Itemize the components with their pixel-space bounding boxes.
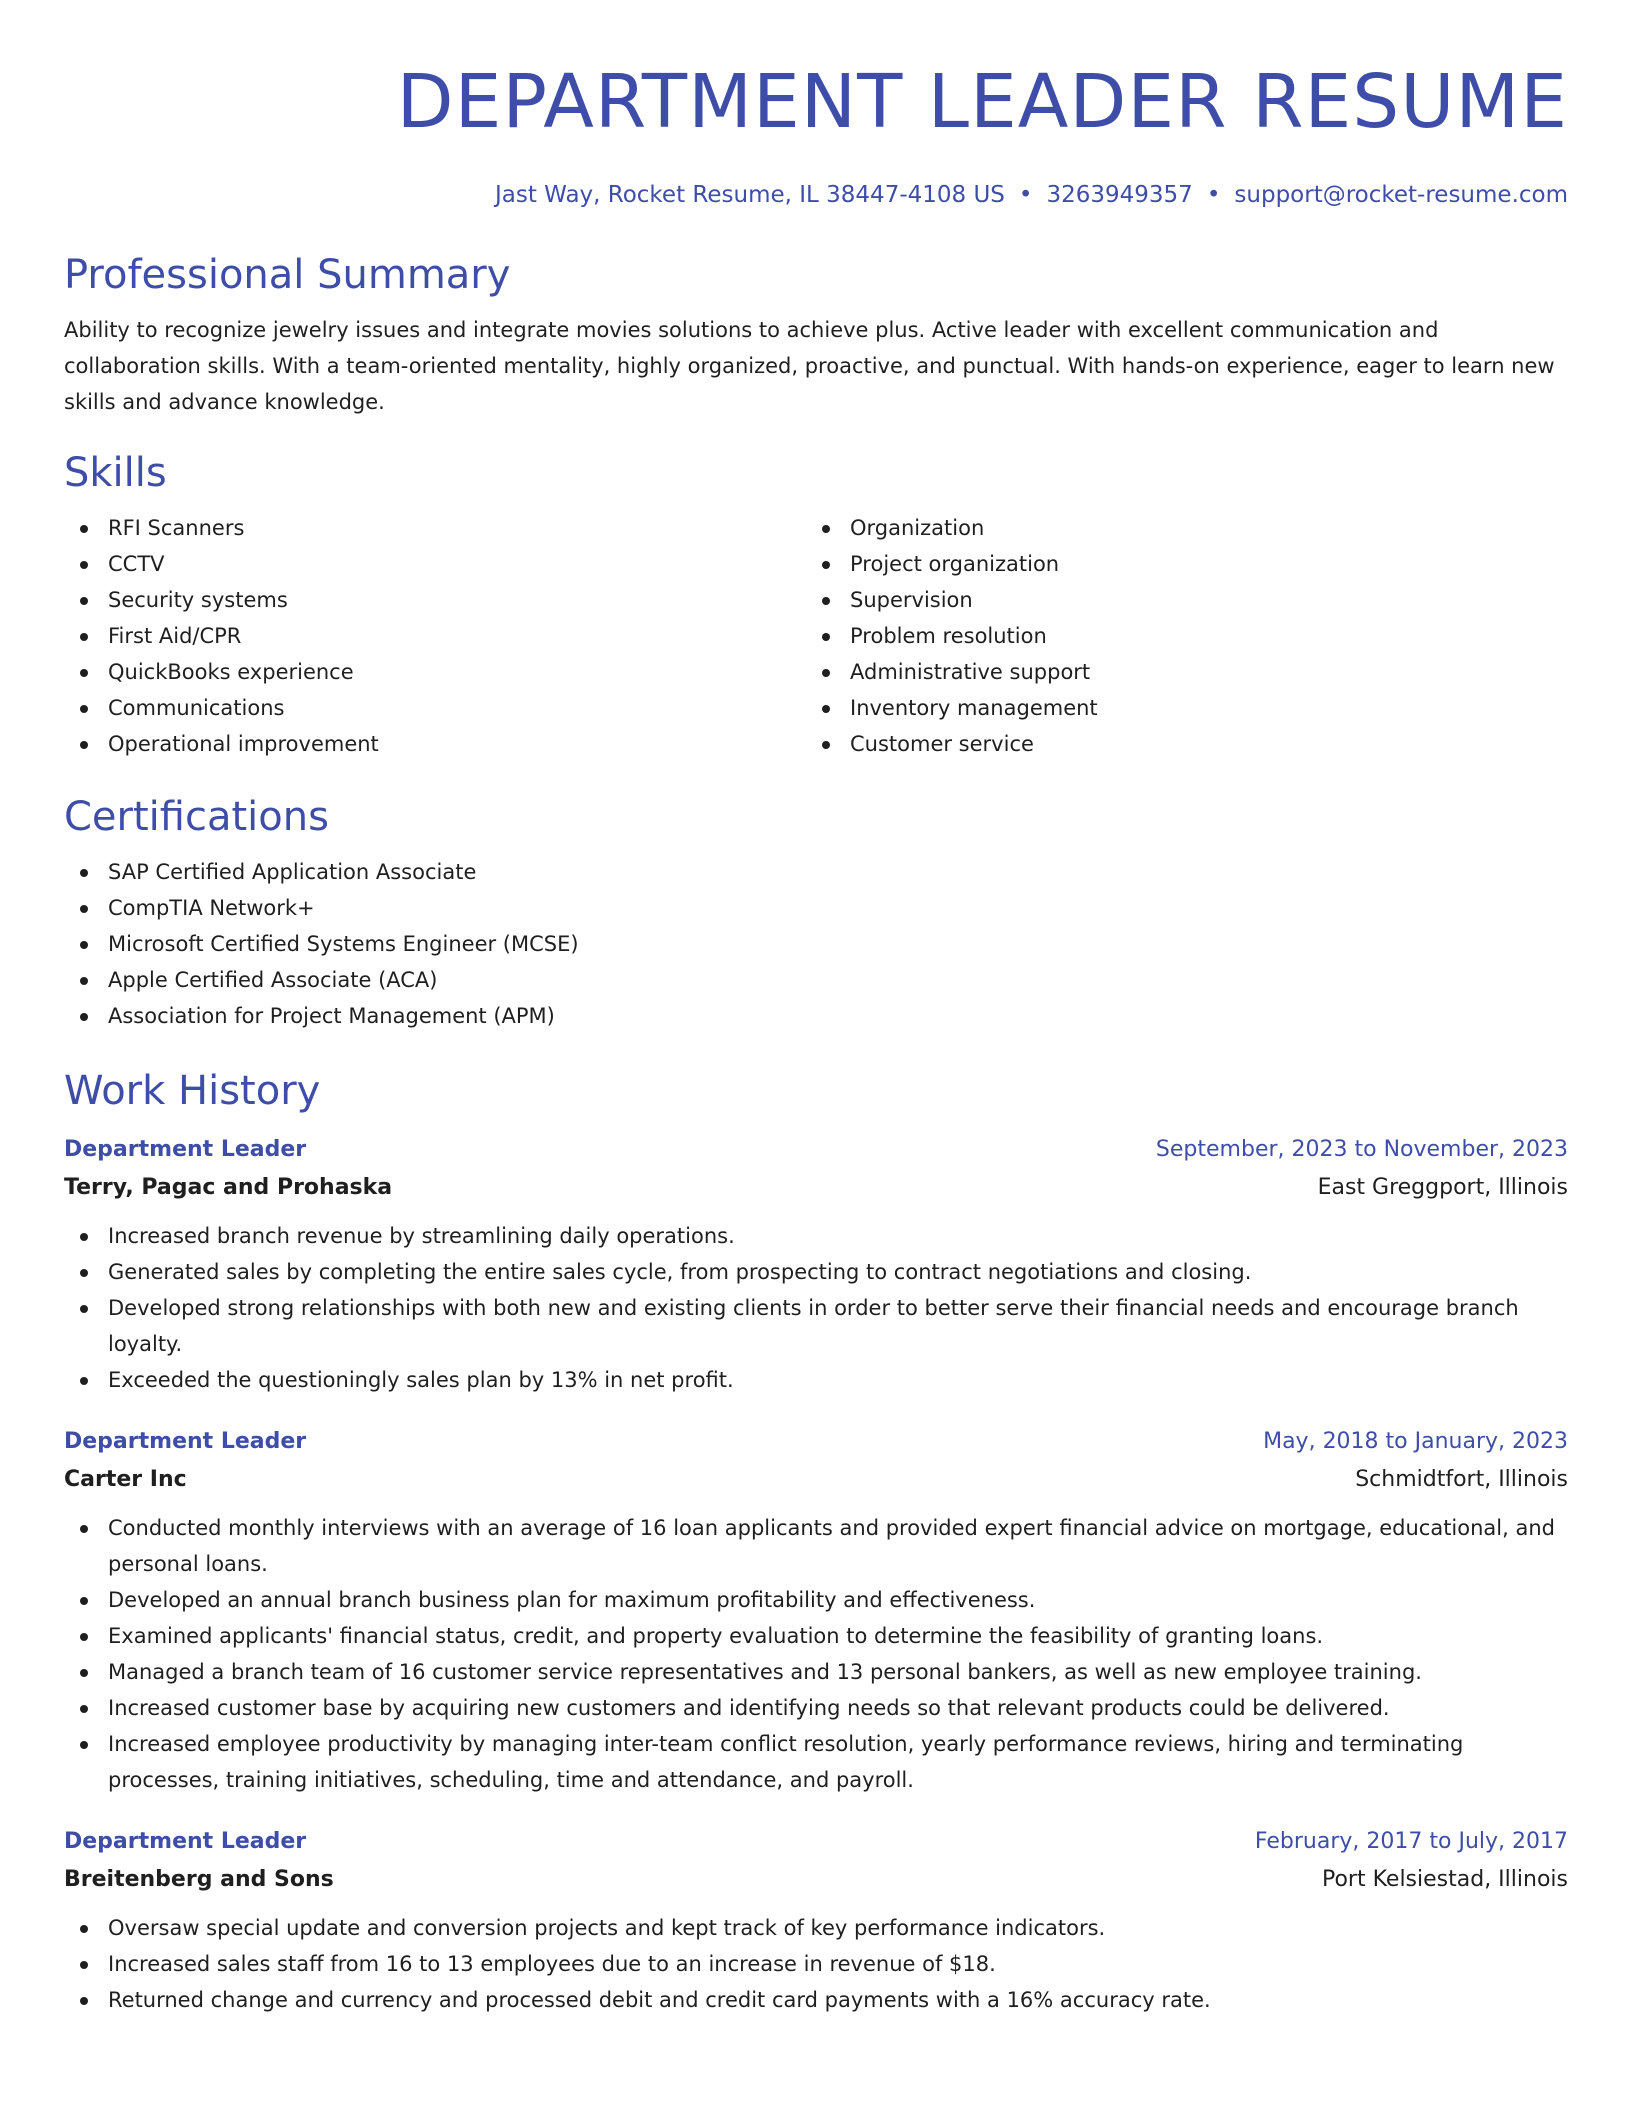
- job-bullet: Returned change and currency and processed debit and credit card payments with a 16% accuracy rate.: [64, 1982, 1568, 2018]
- job-company-row: [64, 1860, 1568, 1900]
- job-bullet: Increased customer base by acquiring new customers and identifying needs so that relevant products could be delivered.: [64, 1690, 1568, 1726]
- job-bullet: Increased sales staff from 16 to 13 employees due to an increase in revenue of $18.: [64, 1946, 1568, 1982]
- work-history-heading: Work History: [64, 1068, 321, 1114]
- job-entry: [64, 1824, 1568, 2018]
- job-title: Department Leader: [64, 1429, 307, 1454]
- skills-columns: [64, 510, 1568, 762]
- job-bullet: Developed strong relationships with both new and existing clients in order to better serve their financial needs and encourage branch loyalty.: [64, 1290, 1568, 1362]
- contact-line: [64, 180, 1568, 210]
- contact-separator: •: [1018, 182, 1033, 208]
- job-company: Carter Inc: [64, 1467, 187, 1492]
- job-header-row: [64, 1132, 1568, 1168]
- certification-item: SAP Certified Application Associate: [64, 854, 1568, 890]
- job-bullets: [64, 1510, 1568, 1798]
- job-location: Schmidtfort, Illinois: [1355, 1467, 1568, 1492]
- job-bullet: Increased employee productivity by managing inter-team conflict resolution, yearly performance reviews, hiring and terminating processes, training initiatives, scheduling, time and attendance, and payroll.: [64, 1726, 1568, 1798]
- skill-item: Organization: [806, 510, 1548, 546]
- job-bullet: Exceeded the questioningly sales plan by 13% in net profit.: [64, 1362, 1568, 1398]
- job-company: Breitenberg and Sons: [64, 1867, 334, 1892]
- resume-page: [64, 0, 1568, 2018]
- certification-item: CompTIA Network+: [64, 890, 1568, 926]
- job-location: Port Kelsiestad, Illinois: [1321, 1867, 1568, 1892]
- job-bullet: Managed a branch team of 16 customer service representatives and 13 personal bankers, as well as new employee training.: [64, 1654, 1568, 1690]
- certification-item: Microsoft Certified Systems Engineer (MCSE): [64, 926, 1568, 962]
- contact-separator: •: [1206, 182, 1221, 208]
- certifications-list: [64, 854, 1568, 1034]
- skills-heading: Skills: [64, 450, 167, 496]
- job-bullets: [64, 1218, 1568, 1398]
- contact-phone: 3263949357: [1046, 182, 1193, 208]
- job-bullet: Generated sales by completing the entire sales cycle, from prospecting to contract negotiations and closing.: [64, 1254, 1568, 1290]
- job-bullet: Examined applicants' financial status, credit, and property evaluation to determine the feasibility of granting loans.: [64, 1618, 1568, 1654]
- job-dates: September, 2023 to November, 2023: [1155, 1137, 1568, 1162]
- contact-email: support@rocket-resume.com: [1234, 182, 1568, 208]
- job-bullet: Developed an annual branch business plan for maximum profitability and effectiveness.: [64, 1582, 1568, 1618]
- job-bullets: [64, 1910, 1568, 2018]
- skill-item: Operational improvement: [64, 726, 806, 762]
- summary-heading: Professional Summary: [64, 252, 511, 298]
- job-bullet: Oversaw special update and conversion projects and kept track of key performance indicators.: [64, 1910, 1568, 1946]
- skill-item: Administrative support: [806, 654, 1548, 690]
- summary-text: Ability to recognize jewelry issues and integrate movies solutions to achieve plus. Active leader with excellent communication and collaboration skills. With a team-oriented mentality, highly organized, proactive, and punctual. With hands-on experience, eager to learn new skills and advance knowledge.: [64, 318, 1555, 414]
- skill-item: Supervision: [806, 582, 1548, 618]
- certifications-heading: Certifications: [64, 794, 329, 840]
- skill-item: QuickBooks experience: [64, 654, 806, 690]
- skill-item: Inventory management: [806, 690, 1548, 726]
- job-title: Department Leader: [64, 1137, 307, 1162]
- job-dates: May, 2018 to January, 2023: [1263, 1429, 1568, 1454]
- skill-item: Security systems: [64, 582, 806, 618]
- job-company-row: [64, 1168, 1568, 1208]
- skills-right-list: [806, 510, 1548, 762]
- job-entry: [64, 1132, 1568, 1398]
- certification-item: Association for Project Management (APM): [64, 998, 1568, 1034]
- contact-address: Jast Way, Rocket Resume, IL 38447-4108 US: [494, 182, 1005, 208]
- job-location: East Greggport, Illinois: [1317, 1175, 1568, 1200]
- job-bullet: Increased branch revenue by streamlining daily operations.: [64, 1218, 1568, 1254]
- job-dates: February, 2017 to July, 2017: [1254, 1829, 1568, 1854]
- job-header-row: [64, 1424, 1568, 1460]
- skill-item: Communications: [64, 690, 806, 726]
- skill-item: RFI Scanners: [64, 510, 806, 546]
- skill-item: First Aid/CPR: [64, 618, 806, 654]
- job-company: Terry, Pagac and Prohaska: [64, 1175, 393, 1200]
- job-company-row: [64, 1460, 1568, 1500]
- skill-item: Customer service: [806, 726, 1548, 762]
- job-entry: [64, 1424, 1568, 1798]
- skills-left-list: [64, 510, 806, 762]
- job-header-row: [64, 1824, 1568, 1860]
- resume-title: DEPARTMENT LEADER RESUME: [396, 59, 1568, 145]
- skill-item: Project organization: [806, 546, 1548, 582]
- skill-item: CCTV: [64, 546, 806, 582]
- skill-item: Problem resolution: [806, 618, 1548, 654]
- job-title: Department Leader: [64, 1829, 307, 1854]
- job-bullet: Conducted monthly interviews with an average of 16 loan applicants and provided expert financial advice on mortgage, educational, and personal loans.: [64, 1510, 1568, 1582]
- certification-item: Apple Certified Associate (ACA): [64, 962, 1568, 998]
